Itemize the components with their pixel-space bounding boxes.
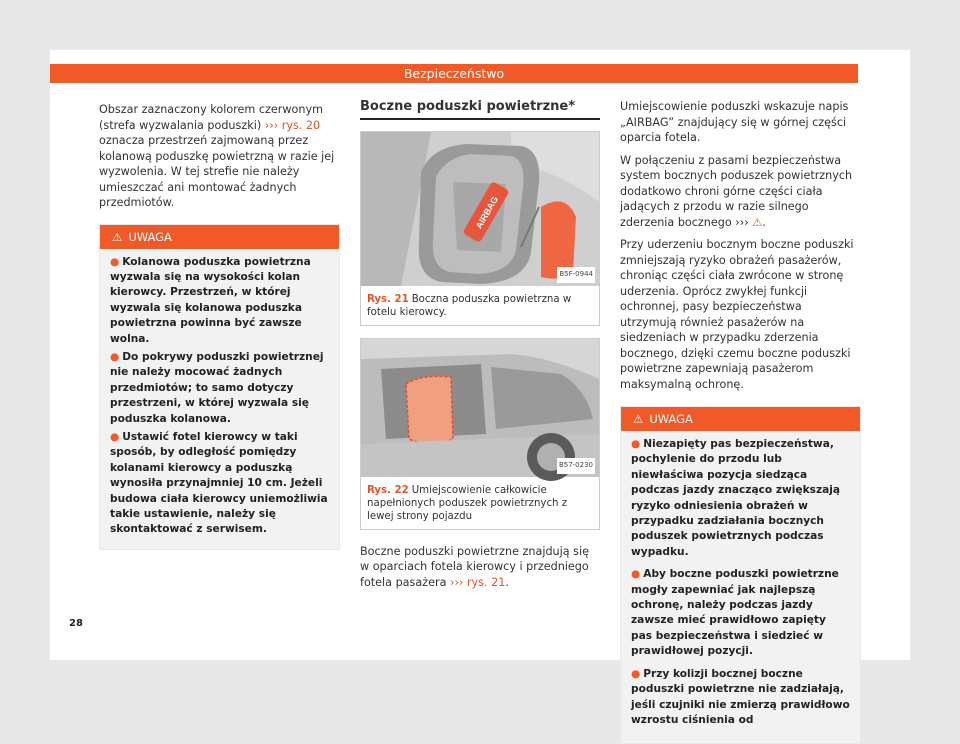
figure-caption-text: Umiejscowienie całkowicie napełnionych poduszek powietrznych z lewej strony pojazdu xyxy=(367,484,568,522)
warning-item-text: Niezapięty pas bezpieczeństwa, pochylenie do przodu lub niewłaściwa pozycja siedząca podczas jazdy znacząco zwiększają ryzyko odniesienia obrażeń w przypadku zadziałania bocznych poduszek powietrznych podczas wypadku. xyxy=(631,438,841,558)
seat-illustration xyxy=(361,132,599,286)
car-illustration xyxy=(361,339,599,477)
figure-number: Rys. 22 xyxy=(367,484,409,496)
warning-item-text: Ustawić fotel kierowcy w taki sposób, by odległość pomiędzy kolanami kierowcy a poduszką wynosiła przynajmniej 10 cm. Jeżeli budowa ciała kierowcy uniemożliwia takie ustawienie, należy się skontaktować z serwisem. xyxy=(110,430,328,536)
middle-paragraph xyxy=(360,544,600,591)
figure-22 xyxy=(360,338,600,530)
bullet-icon: ● xyxy=(110,350,120,363)
warning-item xyxy=(631,437,850,560)
ref-arrow[interactable]: ››› xyxy=(449,575,464,589)
middle-text-b: . xyxy=(505,575,509,589)
warning-header xyxy=(621,407,860,431)
intro-paragraph xyxy=(99,102,340,211)
warning-body xyxy=(621,431,860,743)
warning-triangle-icon: ⚠ xyxy=(633,412,644,426)
figure-code: B57-0230 xyxy=(557,458,595,474)
figure-number: Rys. 21 xyxy=(367,293,409,305)
warning-item xyxy=(631,667,850,729)
warning-item-text: Kolanowa poduszka powietrzna wyzwala się na wysokości kolan kierowcy. Przestrzeń, w której wyzwala się kolanowa poduszka powietrzna powinna być zawsze wolna. xyxy=(110,255,311,345)
warning-item xyxy=(110,350,329,427)
warning-header xyxy=(100,225,339,249)
middle-column xyxy=(360,99,600,590)
car-side-airbag-image xyxy=(361,339,599,477)
warning-item-text: Aby boczne poduszki powietrzne mogły zapewniać jak najlepszą ochronę, należy podczas jazdy zawsze mieć prawidłowo zapięty pas bezpieczeństwa i siedzieć w prawidłowej pozycji. xyxy=(631,568,839,658)
warning-item xyxy=(110,255,329,347)
section-title: Boczne poduszki powietrzne* xyxy=(360,99,600,120)
chapter-header: Bezpieczeństwo xyxy=(50,64,858,83)
warning-ref-icon[interactable]: ⚠ xyxy=(752,215,763,229)
left-column xyxy=(99,102,340,550)
right-column xyxy=(620,99,861,744)
bullet-icon: ● xyxy=(110,430,120,443)
ref-arrow[interactable]: ››› xyxy=(264,118,279,132)
intro-text-a: Obszar zaznaczony kolorem czerwonym (strefa wyzwalania poduszki) xyxy=(99,103,323,132)
warning-title: UWAGA xyxy=(649,412,693,426)
figure-link-21[interactable]: rys. 21 xyxy=(463,575,506,589)
warning-triangle-icon: ⚠ xyxy=(112,229,123,244)
figure-link-20[interactable]: rys. 20 xyxy=(278,118,321,132)
figure-caption xyxy=(361,477,599,529)
warning-box-side xyxy=(620,406,861,744)
figure-21 xyxy=(360,131,600,326)
bullet-icon: ● xyxy=(110,255,120,268)
page-number: 28 xyxy=(69,618,83,629)
warning-title: UWAGA xyxy=(128,229,172,244)
warning-item-text: Do pokrywy poduszki powietrznej nie należy mocować żadnych przedmiotów; to samo dotyczy przestrzeni, w której wyzwala się poduszka kolanowa. xyxy=(110,350,324,425)
warning-item xyxy=(631,567,850,659)
seat-airbag-image xyxy=(361,132,599,286)
middle-text-a: Boczne poduszki powietrzne znajdują się w oparciach fotela kierowcy i przedniego fotela pasażera xyxy=(360,544,589,589)
airbag-label: AIRBAG xyxy=(473,194,501,230)
warning-item-text: Przy kolizji bocznej boczne poduszki powietrzne nie zadziałają, jeśli czujniki nie zmierzą prawidłowo wzrostu ciśnienia od xyxy=(631,667,850,726)
paragraph-3: Przy uderzeniu bocznym boczne poduszki zmniejszają ryzyko obrażeń pasażerów, chroniąc części ciała zwrócone w stronę uderzenia. Oprócz zwykłej funkcji ochronnej, pasy bezpieczeństwa utrzymują również pasażerów na siedzeniach w przypadku zderzenia bocznego, dzięki czemu boczne poduszki powietrzne zapewniają pasażerom maksymalną ochronę. xyxy=(620,238,854,391)
figure-code: B5F-0944 xyxy=(557,267,595,283)
bullet-icon: ● xyxy=(631,568,641,581)
paragraph-2: W połączeniu z pasami bezpieczeństwa system bocznych poduszek powietrznych dodatkowo chroni górne części ciała jadących z przodu w razie silnego zderzenia bocznego ››› ⚠. xyxy=(620,153,853,229)
warning-body xyxy=(100,249,339,549)
paragraph-2-text: W połączeniu z pasami bezpieczeństwa system bocznych poduszek powietrznych dodatkowo chroni górne części ciała jadących z przodu w razie silnego zderzenia bocznego ››› xyxy=(620,153,853,229)
warning-box-knee xyxy=(99,224,340,550)
bullet-icon: ● xyxy=(631,438,641,450)
warning-item xyxy=(110,430,329,538)
paragraph-1: Umiejscowienie poduszki wskazuje napis „AIRBAG” znajdujący się w górnej części oparcia fotela. xyxy=(620,100,849,144)
bullet-icon: ● xyxy=(631,667,641,680)
figure-caption xyxy=(361,286,599,325)
figure-caption-text: Boczna poduszka powietrzna w fotelu kierowcy. xyxy=(367,293,572,318)
intro-text-b: oznacza przestrzeń zajmowaną przez kolanową poduszkę powietrzną w razie jej wyzwolenia. W tej strefie nie należy umieszczać ani montować żadnych przedmiotów. xyxy=(99,134,335,209)
